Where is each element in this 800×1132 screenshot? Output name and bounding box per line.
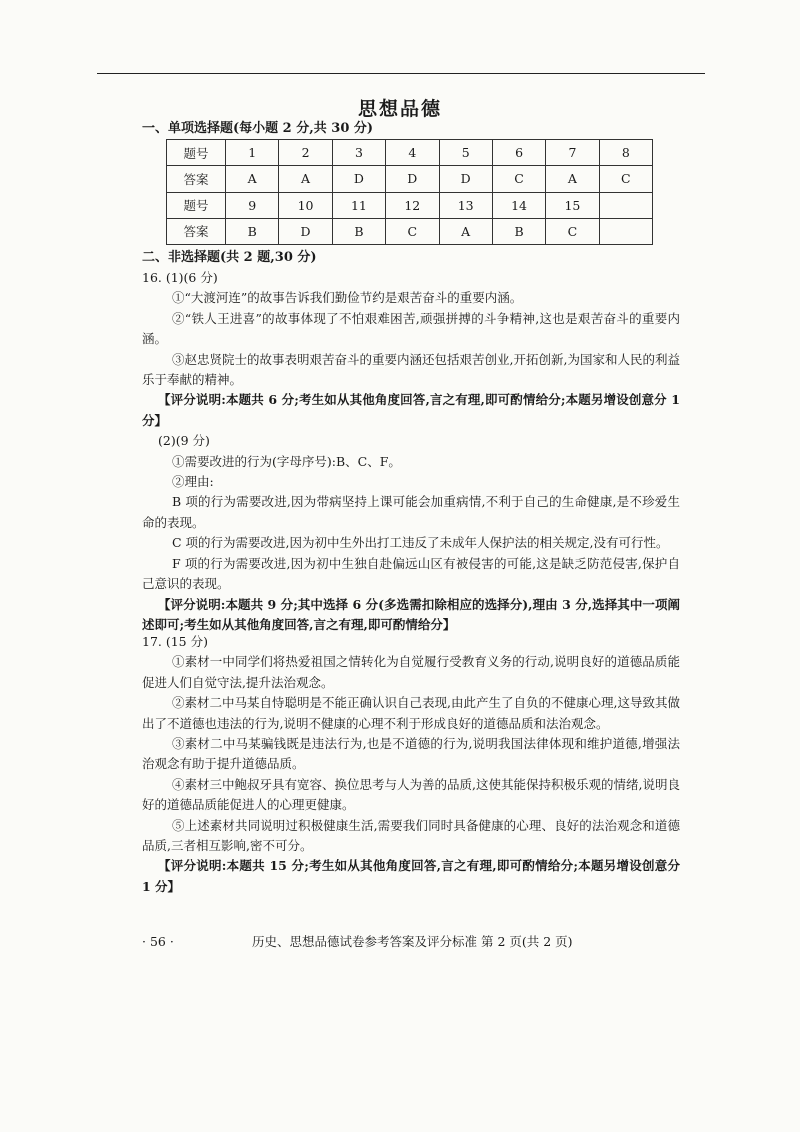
table-row xyxy=(167,166,653,192)
page-number: · 56 · xyxy=(142,934,174,949)
table-cell: A xyxy=(226,166,279,192)
table-cell: D xyxy=(279,218,332,244)
table-cell: 7 xyxy=(546,140,599,166)
footer-text: 历史、思想品德试卷参考答案及评分标准 第 2 页(共 2 页) xyxy=(252,934,573,949)
section-1-heading: 一、单项选择题(每小题 2 分,共 30 分) xyxy=(142,121,374,136)
table-cell: 6 xyxy=(492,140,545,166)
answer-paragraph: ③素材二中马某骗钱既是违法行为,也是不道德的行为,说明我国法律体现和维护道德,增强法治观念有助于提升道德品质。 xyxy=(142,736,680,772)
table-cell: 11 xyxy=(332,192,385,218)
table-cell: 4 xyxy=(386,140,439,166)
question-16-heading: 16. (1)(6 分) xyxy=(142,270,218,285)
question-17 xyxy=(142,632,680,897)
table-cell xyxy=(599,192,652,218)
table-cell xyxy=(599,218,652,244)
scoring-note: 【评分说明:本题共 15 分;考生如从其他角度回答,言之有理,即可酌情给分;本题另增设创意分 1 分】 xyxy=(142,858,680,894)
answer-paragraph: ⑤上述素材共同说明过积极健康生活,需要我们同时具备健康的心理、良好的法治观念和道德品质,三者相互影响,密不可分。 xyxy=(142,817,680,854)
table-cell: 题号 xyxy=(167,140,226,166)
answer-paragraph: ②理由: xyxy=(172,474,214,490)
table-cell: 9 xyxy=(226,192,279,218)
answer-paragraph: ①素材一中同学们将热爱祖国之情转化为自觉履行受教育义务的行动,说明良好的道德品质能促进人们自觉守法,提升法治观念。 xyxy=(142,654,680,690)
table-cell: 12 xyxy=(386,192,439,218)
table-cell: 13 xyxy=(439,192,492,218)
section-2-heading: 二、非选择题(共 2 题,30 分) xyxy=(142,250,317,265)
table-cell: 答案 xyxy=(167,166,226,192)
table-cell: 3 xyxy=(332,140,385,166)
table-cell: A xyxy=(439,218,492,244)
table-cell: 题号 xyxy=(167,192,226,218)
table-cell: A xyxy=(279,166,332,192)
table-cell: B xyxy=(226,218,279,244)
table-row xyxy=(167,218,653,244)
table-cell: A xyxy=(546,166,599,192)
table-cell: B xyxy=(492,218,545,244)
answer-paragraph: ③赵忠贤院士的故事表明艰苦奋斗的重要内涵还包括艰苦创业,开拓创新,为国家和人民的利益乐于奉献的精神。 xyxy=(142,351,680,388)
page-title: 思想品德 xyxy=(357,98,442,120)
answer-paragraph: ①“大渡河连”的故事告诉我们勤俭节约是艰苦奋斗的重要内涵。 xyxy=(172,290,523,306)
table-cell: 1 xyxy=(226,140,279,166)
table-cell: D xyxy=(332,166,385,192)
question-16 xyxy=(142,268,680,635)
table-cell: 5 xyxy=(439,140,492,166)
question-17-heading: 17. (15 分) xyxy=(142,634,208,649)
answer-paragraph: ①需要改进的行为(字母序号):B、C、F。 xyxy=(172,453,401,469)
table-cell: 答案 xyxy=(167,218,226,244)
table-cell: 2 xyxy=(279,140,332,166)
table-row xyxy=(167,140,653,166)
table-cell: D xyxy=(439,166,492,192)
table-cell: D xyxy=(386,166,439,192)
answer-paragraph: B 项的行为需要改进,因为带病坚持上课可能会加重病情,不利于自己的生命健康,是不珍爱生命的表现。 xyxy=(142,494,680,530)
table-cell: 10 xyxy=(279,192,332,218)
table-cell: B xyxy=(332,218,385,244)
table-cell: 14 xyxy=(492,192,545,218)
table-cell: 8 xyxy=(599,140,652,166)
scoring-note: 【评分说明:本题共 6 分;考生如从其他角度回答,言之有理,即可酌情给分;本题另增设创意分 1 分】 xyxy=(142,392,680,428)
answer-paragraph: ②“铁人王进喜”的故事体现了不怕艰难困苦,顽强拼搏的斗争精神,这也是艰苦奋斗的重要内涵。 xyxy=(142,310,680,347)
table-cell: C xyxy=(386,218,439,244)
table-row xyxy=(167,192,653,218)
scoring-note: 【评分说明:本题共 9 分;其中选择 6 分(多选需扣除相应的选择分),理由 3 分,选择其中一项阐述即可;考生如从其他角度回答,言之有理,即可酌情给分】 xyxy=(142,596,680,632)
table-cell: C xyxy=(492,166,545,192)
answer-paragraph: ②素材二中马某自恃聪明是不能正确认识自己表现,由此产生了自负的不健康心理,这导致其做出了不道德也违法的行为,说明不健康的心理不利于形成良好的道德品质和法治观念。 xyxy=(142,695,680,731)
sub-question-heading: (2)(9 分) xyxy=(158,433,210,449)
table-cell: C xyxy=(599,166,652,192)
table-cell: C xyxy=(546,218,599,244)
answer-paragraph: F 项的行为需要改进,因为初中生独自赴偏远山区有被侵害的可能,这是缺乏防范侵害,保护自己意识的表现。 xyxy=(142,555,680,592)
answer-table xyxy=(166,139,653,245)
answer-paragraph: C 项的行为需要改进,因为初中生外出打工违反了未成年人保护法的相关规定,没有可行性。 xyxy=(172,535,669,551)
header-rule xyxy=(97,73,705,74)
table-cell: 15 xyxy=(546,192,599,218)
answer-paragraph: ④素材三中鲍叔牙具有宽容、换位思考与人为善的品质,这使其能保持积极乐观的情绪,说明良好的道德品质能促进人的心理更健康。 xyxy=(142,776,680,813)
